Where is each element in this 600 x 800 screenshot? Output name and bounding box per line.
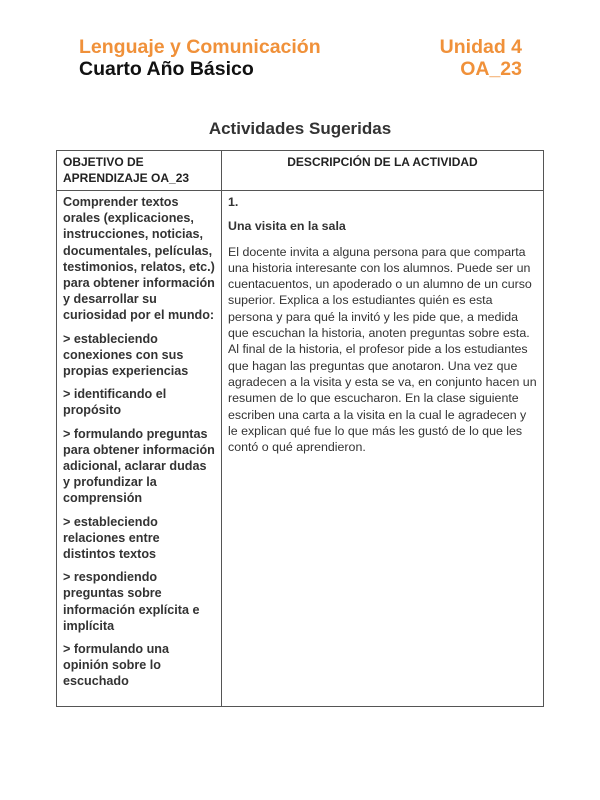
grade-level: Cuarto Año Básico — [79, 58, 254, 80]
unit-label: Unidad 4 — [439, 36, 522, 58]
activity-number: 1. — [228, 195, 239, 209]
objective-intro: Comprender textos orales (explicaciones, instrucciones, noticias, documentales, películas, testimonios, relatos, etc.) para obtener información y desarrollar su curiosidad por el mundo: — [63, 195, 215, 323]
document-header-right — [440, 36, 522, 80]
objective-item: > estableciendo relaciones entre distintos textos — [63, 514, 160, 562]
description-cell — [222, 191, 544, 707]
section-title: Actividades Sugeridas — [208, 119, 392, 138]
objective-item: > formulando preguntas para obtener información adicional, aclarar dudas y profundizar la comprensión — [63, 426, 215, 506]
objective-item: > estableciendo conexiones con sus propias experiencias — [63, 331, 189, 379]
objective-item: > formulando una opinión sobre lo escuchado — [63, 642, 170, 689]
activities-table — [56, 150, 544, 707]
subject-title: Lenguaje y Comunicación — [79, 36, 321, 58]
objective-item: > respondiendo preguntas sobre información explícita e implícita — [63, 570, 200, 633]
table-header-row — [57, 151, 544, 191]
document-header-left — [79, 36, 321, 80]
objective-item: > identificando el propósito — [63, 387, 167, 418]
objective-cell — [57, 191, 222, 707]
objective-code: OA_23 — [460, 58, 522, 80]
activity-body: El docente invita a alguna persona para que comparta una historia interesante con los alumnos. Puede ser un cuentacuentos, un apoderado o un alumno de un curso superior. Explica a los estudiantes quién es esta persona y para qué la invitó y les pide que, a medida que escuchan la historia, anoten preguntas sobre esta. Al final de la historia, el profesor pide a los estudiantes que hagan las preguntas que anotaron. Una vez que agradecen a la visita y esta se va, en conjunto hacen un resumen de lo que escucharon. En la clase siguiente escriben una carta a la visita en la cual le agradecen y le explican qué fue lo que más les gustó de lo que les contó o qué aprendieron. — [228, 244, 537, 455]
objective-column-header: OBJETIVO DE APRENDIZAJE OA_23 — [57, 151, 222, 191]
description-column-header: DESCRIPCIÓN DE LA ACTIVIDAD — [222, 151, 544, 191]
table-row — [57, 191, 544, 707]
activity-title: Una visita en la sala — [228, 219, 346, 234]
